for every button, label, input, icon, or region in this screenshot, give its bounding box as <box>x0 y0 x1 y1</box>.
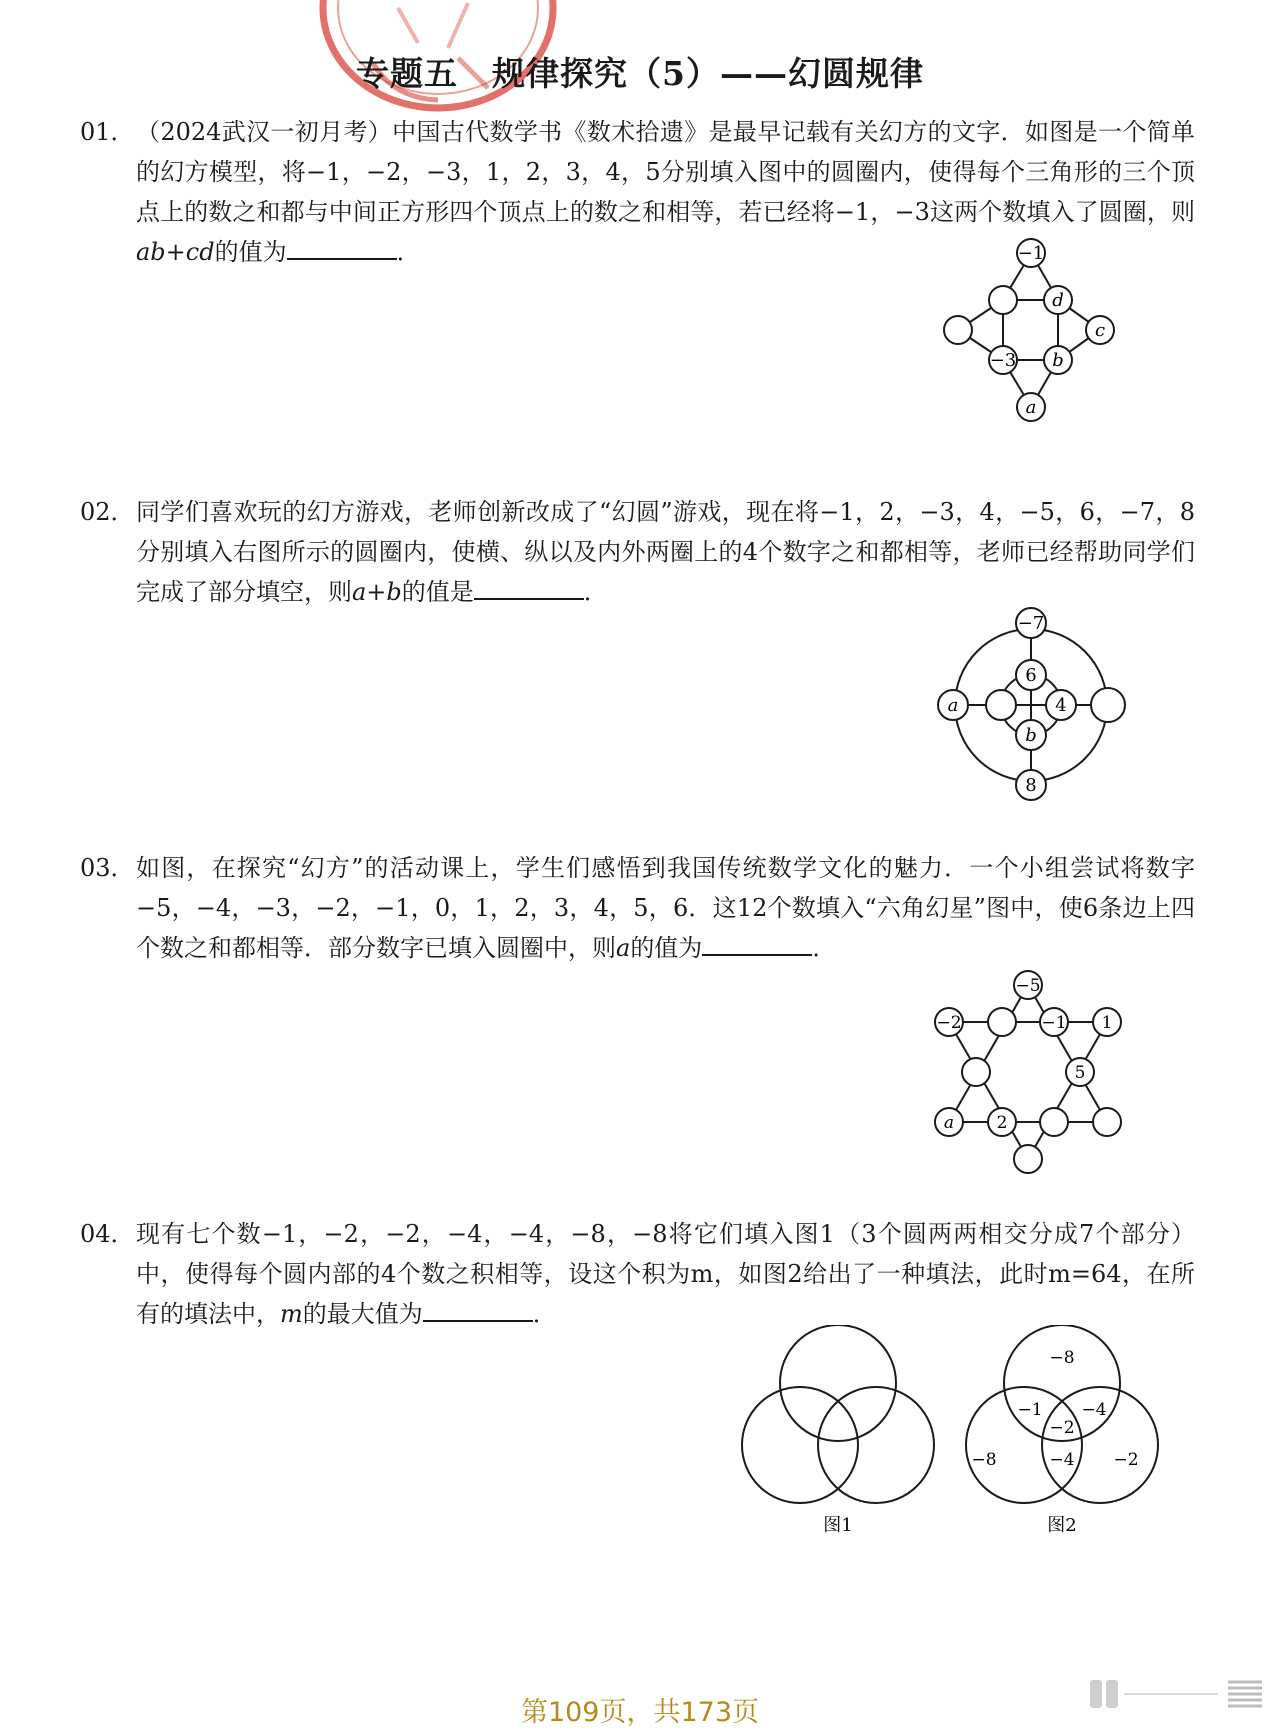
question-2 <box>80 492 1195 612</box>
label-neg5: −5 <box>1015 976 1041 996</box>
figure-venn-1 <box>738 1325 938 1545</box>
label-neg1: −1 <box>1041 1013 1067 1033</box>
question-number: 02． <box>80 498 135 526</box>
watermark-logo-icon <box>1088 1672 1264 1714</box>
label-a: a <box>943 1113 955 1133</box>
expression: a <box>616 934 631 962</box>
label-6: 6 <box>1025 665 1037 686</box>
label-neg3: −3 <box>989 350 1017 371</box>
label-a: a <box>947 695 959 716</box>
answer-blank <box>702 928 812 956</box>
caption-fig1: 图1 <box>823 1515 853 1536</box>
page-title: 专题五 规律探究（5）——幻圆规律 <box>356 54 924 93</box>
label-b: b <box>1025 725 1037 746</box>
label-4: 4 <box>1055 695 1067 716</box>
label-neg2: −2 <box>936 1013 962 1033</box>
expression: m <box>280 1300 303 1328</box>
answer-blank <box>423 1294 533 1322</box>
caption-fig2: 图2 <box>1047 1515 1077 1536</box>
question-3 <box>80 848 1195 968</box>
question-number: 01． <box>80 118 135 146</box>
figure-magic-square <box>928 235 1128 425</box>
venn-left: −8 <box>971 1450 997 1470</box>
question-text: （2024武汉一初月考）中国古代数学书《数术拾遗》是最早记载有关幻方的文字．如图是一个简单的幻方模型，将−1，−2，−3，1，2，3，4，5分别填入图中的圆圈内，使得每个三角形的三个顶点上的数之和都与中间正方形四个顶点上的数之和相等，若已经将−1，−3这两个数填入了圆圈，则ab+cd的值为 ． <box>136 118 1195 266</box>
answer-blank <box>287 232 397 260</box>
label-5: 5 <box>1074 1063 1086 1083</box>
label-c: c <box>1094 320 1106 341</box>
question-number: 03． <box>80 854 135 882</box>
question-text: 如图，在探究“幻方”的活动课上，学生们感悟到我国传统数学文化的魅力．一个小组尝试将数字−5，−4，−3，−2，−1，0，1，2，3，4，5，6．这12个数填入“六角幻星”图中，使6条边上四个数之和都相等．部分数字已填入圆圈中，则a的值为 ． <box>136 854 1195 962</box>
label-8: 8 <box>1025 775 1037 796</box>
question-4 <box>80 1214 1195 1334</box>
question-text: 现有七个数−1，−2，−2，−4，−4，−8，−8将它们填入图1（3个圆两两相交分成7个部分）中，使得每个圆内部的4个数之积相等，设这个积为m，如图2给出了一种填法，此时m=64，在所有的填法中，m的最大值为 ． <box>136 1220 1195 1328</box>
question-number: 04． <box>80 1220 135 1248</box>
label-2: 2 <box>996 1113 1008 1133</box>
venn-bottom-middle: −4 <box>1049 1450 1075 1470</box>
venn-top-left: −1 <box>1017 1400 1043 1420</box>
label-neg7: −7 <box>1017 613 1045 634</box>
label-top: −1 <box>1017 243 1045 264</box>
label-d: d <box>1052 290 1064 311</box>
expression: a+b <box>352 578 402 606</box>
page-number: 第109页，共173页 <box>520 1697 760 1728</box>
venn-right: −2 <box>1113 1450 1139 1470</box>
answer-blank <box>474 572 584 600</box>
figure-hexagram <box>925 965 1125 1175</box>
venn-center: −2 <box>1049 1418 1075 1438</box>
figure-venn-2 <box>962 1325 1162 1545</box>
label-1: 1 <box>1101 1013 1113 1033</box>
question-text: 同学们喜欢玩的幻方游戏，老师创新改成了“幻圆”游戏，现在将−1，2，−3，4，−5，6，−7，8分别填入右图所示的圆圈内，使横、纵以及内外两圈上的4个数字之和都相等，老师已经帮助同学们完成了部分填空，则a+b的值是 ． <box>136 498 1195 606</box>
expression: ab+cd <box>136 238 215 266</box>
label-b: b <box>1052 350 1064 371</box>
venn-top: −8 <box>1049 1348 1075 1368</box>
venn-top-right: −4 <box>1081 1400 1107 1420</box>
label-a: a <box>1025 397 1037 418</box>
figure-magic-circle <box>928 605 1128 805</box>
